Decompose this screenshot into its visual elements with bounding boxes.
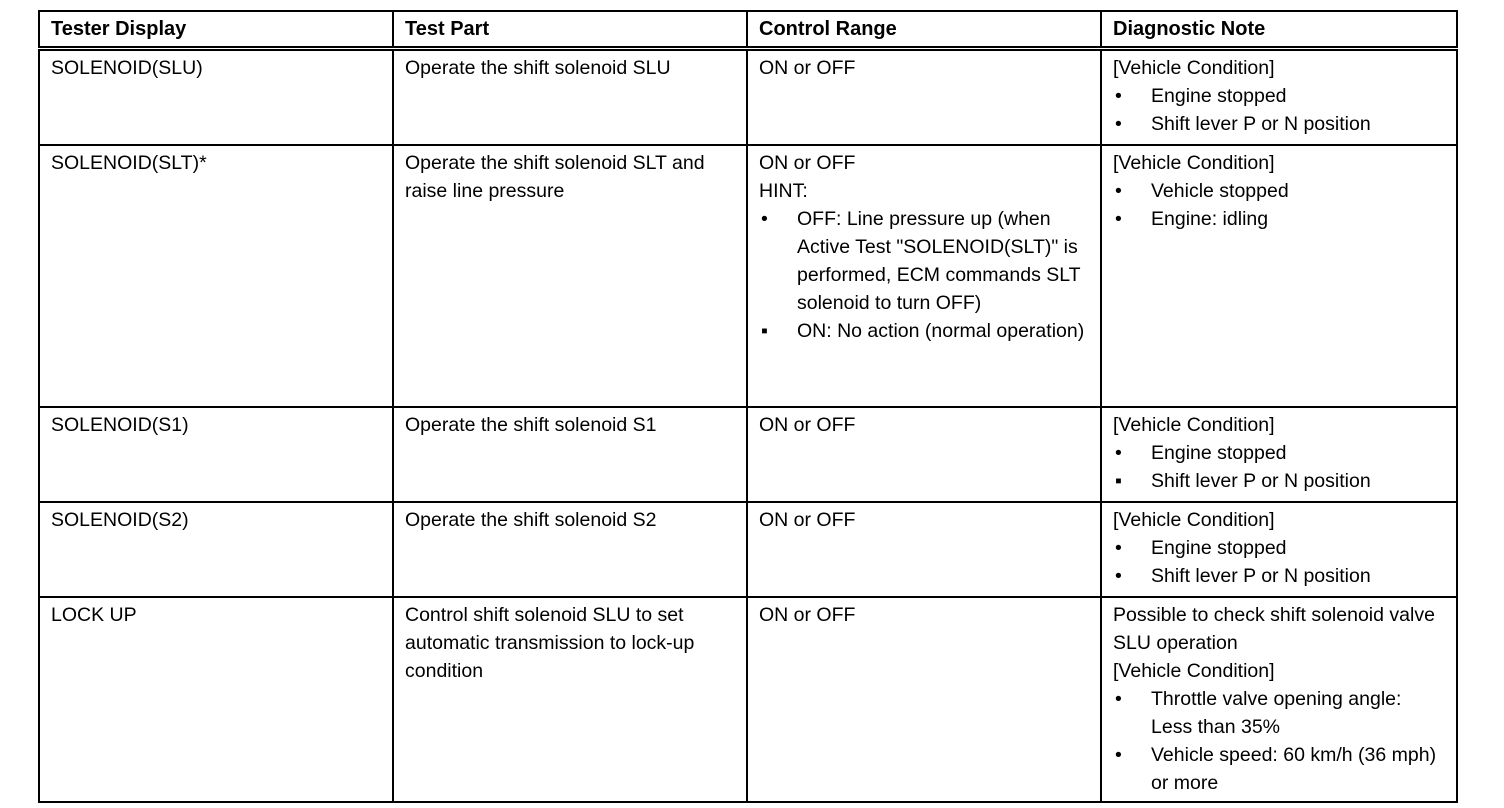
bullet-mark: •	[1115, 565, 1122, 587]
list-item	[1113, 82, 1446, 110]
cell-tester-display: SOLENOID(S1)	[39, 407, 393, 502]
list-item-text: Engine stopped	[1151, 442, 1287, 464]
cell-test-part: Operate the shift solenoid SLT and raise line pressure	[393, 145, 747, 407]
table-row	[39, 407, 1457, 502]
control-range-value: ON or OFF	[759, 57, 856, 79]
list-item-text: Shift lever P or N position	[1151, 565, 1371, 587]
hint-list	[759, 205, 1090, 345]
header-test-part: Test Part	[393, 11, 747, 49]
list-item	[1113, 205, 1446, 233]
hint-label: HINT:	[759, 180, 808, 202]
table-header-row	[39, 11, 1457, 49]
cell-test-part: Operate the shift solenoid S2	[393, 502, 747, 597]
list-item	[759, 205, 1090, 317]
list-item-text: Engine stopped	[1151, 537, 1287, 559]
bullet-mark: •	[1115, 688, 1122, 710]
list-item	[1113, 562, 1446, 590]
list-item-text: OFF: Line pressure up (when Active Test "SOLENOID(SLT)" is performed, ECM commands SLT solenoid to turn OFF)	[797, 208, 1081, 314]
list-item	[1113, 110, 1446, 138]
cell-test-part: Operate the shift solenoid SLU	[393, 49, 747, 146]
cell-tester-display: SOLENOID(S2)	[39, 502, 393, 597]
header-tester-display: Tester Display	[39, 11, 393, 49]
bullet-mark: •	[1115, 442, 1122, 464]
cell-diagnostic-note	[1101, 145, 1457, 407]
vehicle-condition-label: [Vehicle Condition]	[1113, 414, 1275, 436]
list-item-text: ON: No action (normal operation)	[797, 320, 1085, 342]
list-item	[759, 317, 1090, 345]
control-range-value: ON or OFF	[759, 414, 856, 436]
cell-diagnostic-note	[1101, 597, 1457, 802]
list-item-text: Vehicle speed: 60 km/h (36 mph) or more	[1151, 744, 1437, 794]
cell-tester-display: SOLENOID(SLU)	[39, 49, 393, 146]
cell-tester-display: LOCK UP	[39, 597, 393, 802]
active-test-table	[38, 10, 1458, 803]
bullet-mark: •	[761, 208, 768, 230]
bullet-mark: ▪	[1115, 470, 1122, 492]
cell-diagnostic-note	[1101, 502, 1457, 597]
vehicle-condition-label: [Vehicle Condition]	[1113, 57, 1275, 79]
condition-list	[1113, 177, 1446, 233]
cell-diagnostic-note	[1101, 49, 1457, 146]
bullet-mark: •	[1115, 180, 1122, 202]
note-intro: Possible to check shift solenoid valve SLU operation	[1113, 604, 1435, 654]
list-item-text: Shift lever P or N position	[1151, 470, 1371, 492]
list-item	[1113, 685, 1446, 741]
cell-diagnostic-note	[1101, 407, 1457, 502]
table-row	[39, 502, 1457, 597]
condition-list	[1113, 439, 1446, 495]
cell-tester-display: SOLENOID(SLT)*	[39, 145, 393, 407]
bullet-mark: •	[1115, 208, 1122, 230]
table-row	[39, 49, 1457, 146]
list-item	[1113, 534, 1446, 562]
vehicle-condition-label: [Vehicle Condition]	[1113, 660, 1275, 682]
list-item	[1113, 741, 1446, 797]
table-row	[39, 145, 1457, 407]
header-diagnostic-note: Diagnostic Note	[1101, 11, 1457, 49]
list-item	[1113, 439, 1446, 467]
condition-list	[1113, 82, 1446, 138]
vehicle-condition-label: [Vehicle Condition]	[1113, 152, 1275, 174]
list-item-text: Engine stopped	[1151, 85, 1287, 107]
control-range-value: ON or OFF	[759, 509, 856, 531]
list-item-text: Throttle valve opening angle: Less than 35%	[1151, 688, 1402, 738]
cell-control-range	[747, 502, 1101, 597]
active-test-table-container	[38, 10, 1456, 803]
cell-test-part: Control shift solenoid SLU to set automatic transmission to lock-up condition	[393, 597, 747, 802]
list-item	[1113, 177, 1446, 205]
cell-control-range	[747, 407, 1101, 502]
condition-list	[1113, 534, 1446, 590]
bullet-mark: •	[1115, 537, 1122, 559]
list-item-text: Shift lever P or N position	[1151, 113, 1371, 135]
control-range-value: ON or OFF	[759, 152, 856, 174]
bullet-mark: •	[1115, 113, 1122, 135]
cell-control-range	[747, 145, 1101, 407]
cell-control-range	[747, 49, 1101, 146]
cell-test-part: Operate the shift solenoid S1	[393, 407, 747, 502]
vehicle-condition-label: [Vehicle Condition]	[1113, 509, 1275, 531]
list-item-text: Engine: idling	[1151, 208, 1269, 230]
cell-control-range	[747, 597, 1101, 802]
header-control-range: Control Range	[747, 11, 1101, 49]
list-item-text: Vehicle stopped	[1151, 180, 1289, 202]
table-row	[39, 597, 1457, 802]
bullet-mark: •	[1115, 744, 1122, 766]
condition-list	[1113, 685, 1446, 797]
bullet-mark: •	[1115, 85, 1122, 107]
bullet-mark: ▪	[761, 320, 768, 342]
control-range-value: ON or OFF	[759, 604, 856, 626]
list-item	[1113, 467, 1446, 495]
